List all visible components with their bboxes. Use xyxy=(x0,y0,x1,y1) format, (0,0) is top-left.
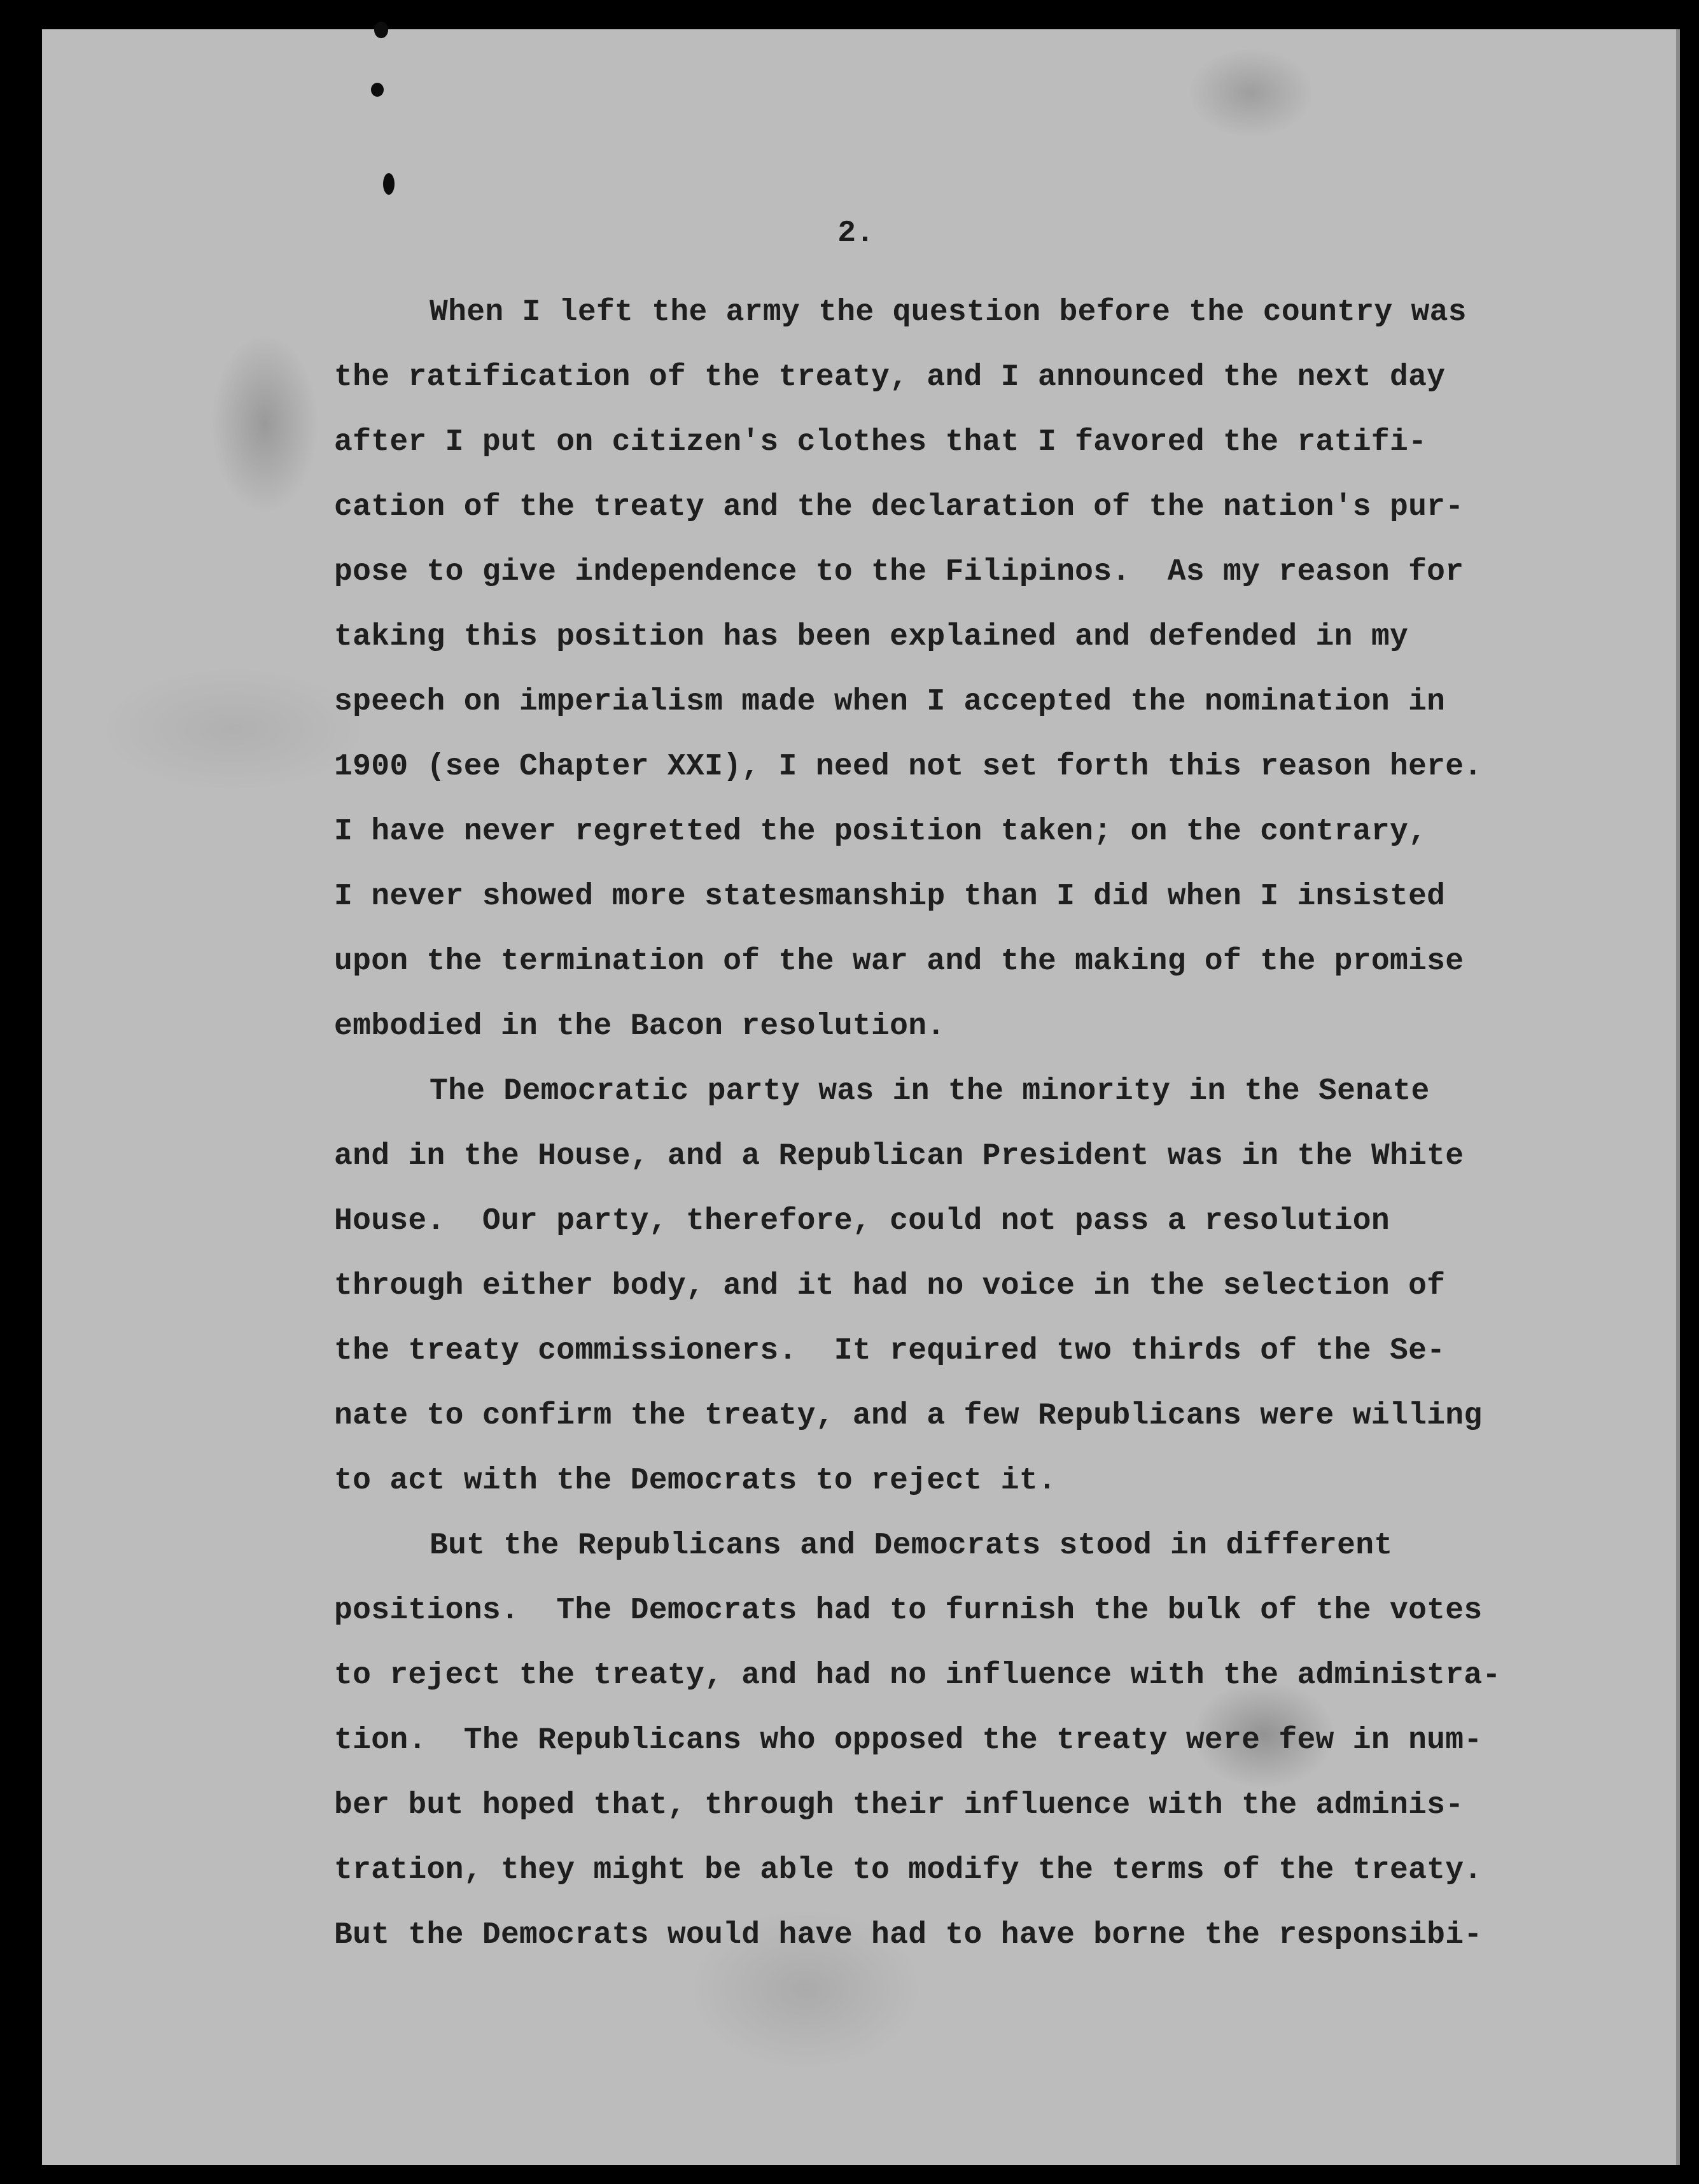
text-line: through either body, and it had no voice in the selection of xyxy=(334,1269,1446,1303)
text-line: speech on imperialism made when I accepted the nomination in xyxy=(334,685,1446,719)
text-line: embodied in the Bacon resolution. xyxy=(334,1009,946,1044)
text-line: cation of the treaty and the declaration of the nation's pur- xyxy=(334,490,1464,524)
text-line: ber but hoped that, through their influence with the adminis- xyxy=(334,1788,1464,1823)
text-line: taking this position has been explained and defended in my xyxy=(334,620,1409,654)
paragraph xyxy=(334,1059,1575,1513)
text-line: after I put on citizen's clothes that I favored the ratifi- xyxy=(334,425,1427,459)
text-line: to act with the Democrats to reject it. xyxy=(334,1464,1057,1498)
text-line: 1900 (see Chapter XXI), I need not set forth this reason here. xyxy=(334,750,1483,784)
text-line: The Democratic party was in the minority in the Senate xyxy=(430,1074,1430,1109)
ink-blot xyxy=(371,83,384,97)
text-line: upon the termination of the war and the making of the promise xyxy=(334,944,1464,979)
text-line: tion. The Republicans who opposed the treaty were few in num- xyxy=(334,1723,1483,1758)
document-body xyxy=(334,280,1575,1968)
text-line: tration, they might be able to modify the terms of the treaty. xyxy=(334,1853,1483,1887)
paragraph xyxy=(334,280,1575,1059)
page-number: 2. xyxy=(837,216,874,251)
text-line: to reject the treaty, and had no influence with the administra- xyxy=(334,1658,1501,1693)
text-line: I have never regretted the position taken; on the contrary, xyxy=(334,815,1427,849)
paragraph xyxy=(334,1513,1575,1968)
text-line: the ratification of the treaty, and I announced the next day xyxy=(334,360,1446,395)
text-line: But the Democrats would have had to have borne the responsibi- xyxy=(334,1918,1483,1952)
text-line: positions. The Democrats had to furnish the bulk of the votes xyxy=(334,1593,1483,1628)
text-line: House. Our party, therefore, could not pass a resolution xyxy=(334,1204,1390,1238)
ink-blot xyxy=(383,173,395,195)
text-line: But the Republicans and Democrats stood in different xyxy=(430,1529,1393,1563)
text-line: pose to give independence to the Filipinos. As my reason for xyxy=(334,555,1464,589)
text-line: When I left the army the question before the country was xyxy=(430,295,1467,330)
ink-blot xyxy=(374,22,388,38)
text-line: the treaty commissioners. It required two thirds of the Se- xyxy=(334,1334,1446,1368)
text-line: I never showed more statesmanship than I did when I insisted xyxy=(334,879,1446,914)
text-line: and in the House, and a Republican President was in the White xyxy=(334,1139,1464,1173)
text-line: nate to confirm the treaty, and a few Republicans were willing xyxy=(334,1399,1483,1433)
